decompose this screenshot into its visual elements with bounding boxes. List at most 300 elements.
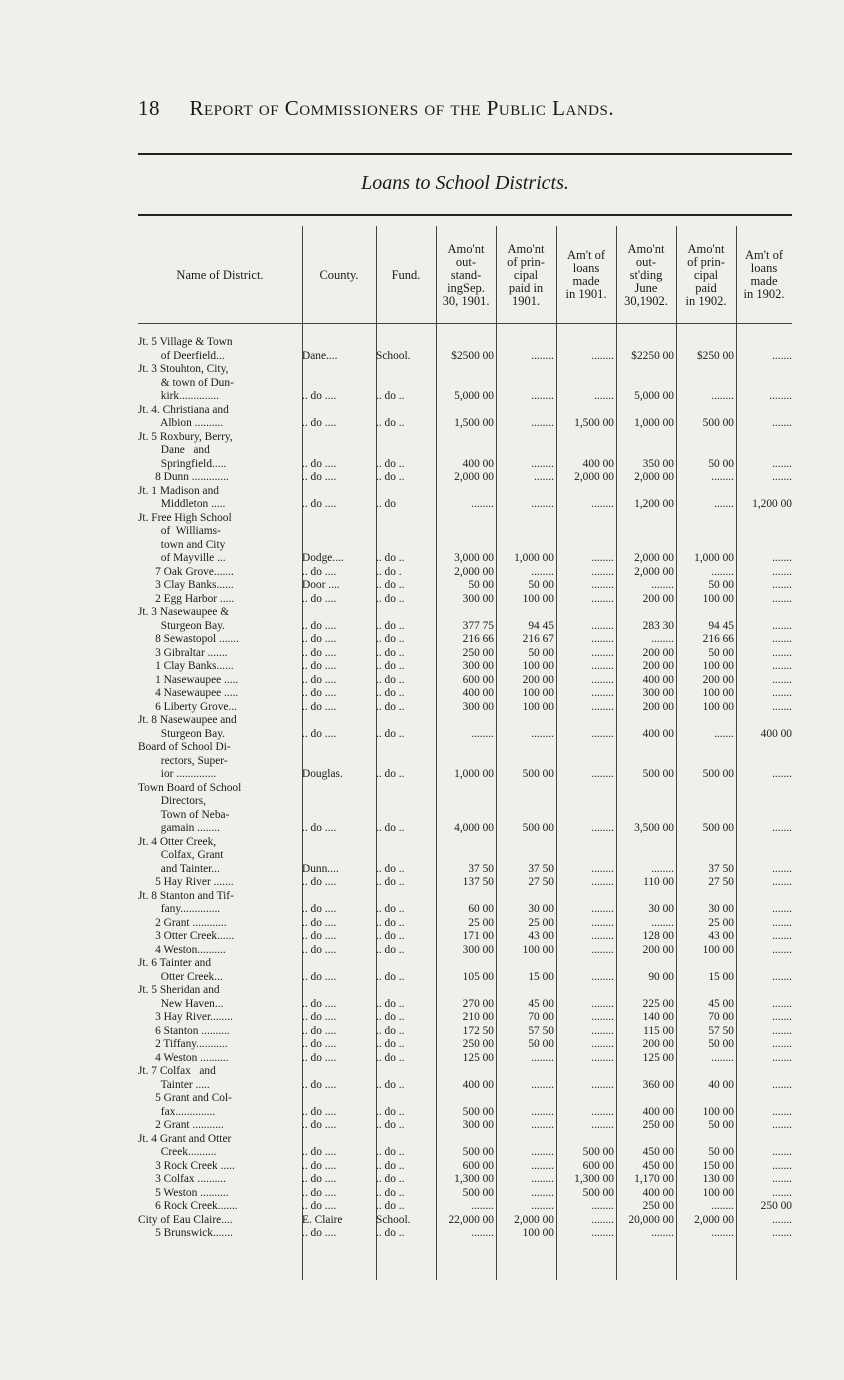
- amount-cell: 450 00: [642, 1159, 674, 1172]
- district-name: 6 Rock Creek.......: [138, 1200, 238, 1212]
- amount-cell: 216 66: [462, 633, 494, 645]
- loans-table: [138, 336, 792, 1241]
- amount-cell: ........: [591, 498, 614, 510]
- amount-cell: 130 00: [702, 1173, 734, 1185]
- amount-cell: ........: [711, 390, 734, 402]
- table-row: [138, 512, 792, 566]
- table-row: [138, 1011, 792, 1025]
- amount-cell: 3,000 00: [454, 552, 494, 564]
- table-row: [138, 674, 792, 688]
- amount-cell: ........: [591, 579, 614, 591]
- amount-cell: .......: [772, 1078, 792, 1091]
- amount-cell: ........: [651, 579, 674, 591]
- section-title: Loans to School Districts.: [361, 172, 569, 194]
- table-row: [138, 579, 792, 593]
- amount-cell: 500 00: [702, 822, 734, 834]
- county-cell: .. do ....: [302, 390, 337, 402]
- amount-cell: 250 00: [760, 1200, 792, 1212]
- fund-cell: .. do ..: [376, 822, 405, 834]
- fund-cell: .. do ..: [376, 552, 405, 564]
- amount-cell: ........: [711, 1051, 734, 1064]
- district-name: 6 Stanton ..........: [138, 1024, 230, 1037]
- amount-cell: 20,000 00: [628, 1213, 674, 1226]
- amount-cell: 57 50: [708, 1024, 734, 1037]
- amount-cell: 100 00: [522, 687, 554, 699]
- amount-cell: ........: [591, 1213, 614, 1226]
- table-row: [138, 1214, 792, 1228]
- table-row: [138, 1119, 792, 1133]
- amount-cell: ........: [711, 1227, 734, 1239]
- amount-cell: 43 00: [528, 930, 554, 942]
- amount-cell: 200 00: [522, 673, 554, 686]
- amount-cell: ........: [591, 822, 614, 834]
- amount-cell: ........: [531, 457, 554, 470]
- amount-cell: 250 00: [642, 1119, 674, 1131]
- amount-cell: 50 00: [708, 457, 734, 470]
- fund-cell: .. do ..: [376, 768, 405, 780]
- amount-cell: 5,000 00: [454, 390, 494, 402]
- district-name: Jt. 4. Christiana and Albion ..........: [138, 403, 229, 429]
- amount-cell: 360 00: [642, 1078, 674, 1091]
- district-name: 3 Colfax ..........: [138, 1173, 226, 1185]
- amount-cell: .......: [772, 1051, 792, 1064]
- county-cell: Douglas.: [302, 768, 343, 780]
- fund-cell: .. do ..: [376, 1051, 405, 1064]
- amount-cell: 30 00: [708, 903, 734, 915]
- amount-cell: .......: [772, 1159, 792, 1172]
- fund-cell: .. do ..: [376, 970, 405, 983]
- county-cell: .. do ....: [302, 1011, 337, 1023]
- table-row: [138, 1173, 792, 1187]
- amount-cell: 2,000 00: [634, 565, 674, 578]
- amount-cell: ........: [591, 862, 614, 875]
- county-cell: .. do ....: [302, 1024, 337, 1037]
- fund-cell: School.: [376, 1213, 411, 1226]
- amount-cell: 40 00: [708, 1078, 734, 1091]
- district-name: Jt. 5 Roxbury, Berry, Dane and Springfield.....: [138, 430, 233, 470]
- amount-cell: 300 00: [462, 1119, 494, 1131]
- amount-cell: .......: [772, 1105, 792, 1118]
- county-cell: .. do ....: [302, 1159, 337, 1172]
- amount-cell: 50 00: [708, 1038, 734, 1050]
- amount-cell: 1,500 00: [454, 417, 494, 429]
- amount-cell: 200 00: [642, 646, 674, 659]
- amount-cell: ........: [591, 660, 614, 672]
- county-cell: Dodge....: [302, 552, 344, 564]
- district-name: Jt. 4 Grant and Otter Creek..........: [138, 1132, 232, 1158]
- district-name: Jt. 5 Sheridan and New Haven...: [138, 984, 224, 1010]
- table-row: [138, 1038, 792, 1052]
- amount-cell: ........: [531, 565, 554, 578]
- amount-cell: 100 00: [702, 592, 734, 605]
- county-cell: .. do ....: [302, 565, 337, 578]
- county-cell: .. do ....: [302, 660, 337, 672]
- table-row: [138, 363, 792, 404]
- amount-cell: 1,300 00: [454, 1173, 494, 1185]
- county-cell: .. do ....: [302, 822, 337, 834]
- amount-cell: 15 00: [708, 970, 734, 983]
- amount-cell: ........: [711, 565, 734, 578]
- amount-cell: ........: [651, 916, 674, 929]
- county-cell: .. do ....: [302, 1146, 337, 1158]
- table-row: [138, 1065, 792, 1092]
- amount-cell: .......: [772, 565, 792, 578]
- county-cell: .. do ....: [302, 1119, 337, 1131]
- county-cell: .. do ....: [302, 417, 337, 429]
- amount-cell: 172 50: [462, 1024, 494, 1037]
- table-row: [138, 336, 792, 363]
- county-cell: .. do ....: [302, 1078, 337, 1091]
- amount-cell: 300 00: [642, 687, 674, 699]
- amount-cell: 22,000 00: [448, 1213, 494, 1226]
- fund-cell: .. do ..: [376, 1038, 405, 1050]
- amount-cell: ........: [591, 943, 614, 956]
- amount-cell: ........: [711, 471, 734, 483]
- amount-cell: 225 00: [642, 997, 674, 1010]
- county-cell: .. do ....: [302, 1173, 337, 1185]
- amount-cell: .......: [772, 822, 792, 834]
- district-name: Jt. 3 Nasewaupee & Sturgeon Bay.: [138, 606, 230, 632]
- county-cell: .. do ....: [302, 997, 337, 1010]
- column-header: County.: [319, 267, 359, 282]
- amount-cell: 128 00: [642, 930, 674, 942]
- table-row: [138, 1133, 792, 1160]
- amount-cell: .......: [714, 727, 734, 740]
- district-name: Jt. 5 Village & Town of Deerfield...: [138, 336, 233, 362]
- amount-cell: ........: [591, 1078, 614, 1091]
- amount-cell: ........: [591, 687, 614, 699]
- district-name: Jt. 4 Otter Creek, Colfax, Grant and Tainter...: [138, 835, 224, 875]
- amount-cell: ........: [769, 390, 792, 402]
- column-header: Amo'nt of prin- cipal paid in 1901.: [507, 241, 545, 308]
- amount-cell: .......: [772, 471, 792, 483]
- amount-cell: ........: [531, 1078, 554, 1091]
- amount-cell: 2,000 00: [454, 565, 494, 578]
- table-row: [138, 957, 792, 984]
- amount-cell: .......: [772, 862, 792, 875]
- amount-cell: .......: [772, 457, 792, 470]
- county-cell: .. do ....: [302, 700, 337, 713]
- amount-cell: ........: [591, 1024, 614, 1037]
- amount-cell: 1,300 00: [574, 1173, 614, 1185]
- fund-cell: .. do ..: [376, 646, 405, 659]
- amount-cell: .......: [772, 619, 792, 632]
- amount-cell: .......: [772, 349, 792, 362]
- amount-cell: ........: [531, 1200, 554, 1212]
- amount-cell: ........: [591, 1119, 614, 1131]
- amount-cell: 3,500 00: [634, 822, 674, 834]
- amount-cell: .......: [772, 1146, 792, 1158]
- amount-cell: 400 00: [642, 1105, 674, 1118]
- amount-cell: 250 00: [462, 1038, 494, 1050]
- amount-cell: 25 00: [528, 916, 554, 929]
- amount-cell: ........: [531, 1173, 554, 1185]
- amount-cell: 600 00: [582, 1159, 614, 1172]
- amount-cell: 70 00: [708, 1011, 734, 1023]
- amount-cell: 1,000 00: [514, 552, 554, 564]
- amount-cell: 216 66: [702, 633, 734, 645]
- amount-cell: .......: [772, 660, 792, 672]
- amount-cell: ........: [591, 930, 614, 942]
- amount-cell: ........: [531, 498, 554, 510]
- amount-cell: 500 00: [522, 822, 554, 834]
- amount-cell: 200 00: [642, 700, 674, 713]
- amount-cell: 400 00: [582, 457, 614, 470]
- amount-cell: .......: [772, 673, 792, 686]
- amount-cell: 2,000 00: [634, 552, 674, 564]
- amount-cell: ........: [591, 592, 614, 605]
- amount-cell: 1,200 00: [634, 498, 674, 510]
- amount-cell: 150 00: [702, 1159, 734, 1172]
- district-name: City of Eau Claire....: [138, 1213, 233, 1226]
- county-cell: .. do ....: [302, 916, 337, 929]
- amount-cell: .......: [772, 1024, 792, 1037]
- amount-cell: 125 00: [642, 1051, 674, 1064]
- table-row: [138, 1227, 792, 1241]
- amount-cell: 300 00: [462, 943, 494, 956]
- county-cell: .. do ....: [302, 498, 337, 510]
- fund-cell: .. do ..: [376, 1173, 405, 1185]
- table-row: [138, 984, 792, 1011]
- fund-cell: .. do ..: [376, 417, 405, 429]
- amount-cell: ........: [711, 1200, 734, 1212]
- table-row: [138, 741, 792, 782]
- amount-cell: ........: [591, 997, 614, 1010]
- table-row: [138, 687, 792, 701]
- amount-cell: .......: [772, 1119, 792, 1131]
- county-cell: .. do ....: [302, 1227, 337, 1239]
- amount-cell: .......: [772, 1038, 792, 1050]
- district-name: Board of School Di- rectors, Super- ior ..............: [138, 741, 231, 780]
- table-row: [138, 606, 792, 633]
- fund-cell: .. do ..: [376, 916, 405, 929]
- amount-cell: 500 00: [702, 768, 734, 780]
- district-name: 1 Nasewaupee .....: [138, 673, 239, 686]
- amount-cell: 37 50: [708, 862, 734, 875]
- amount-cell: 140 00: [642, 1011, 674, 1023]
- amount-cell: 43 00: [708, 930, 734, 942]
- district-name: 5 Grant and Col- fax..............: [155, 1092, 232, 1118]
- amount-cell: 400 00: [642, 1186, 674, 1199]
- amount-cell: ........: [531, 1105, 554, 1118]
- amount-cell: 600 00: [462, 1159, 494, 1172]
- amount-cell: 115 00: [643, 1024, 674, 1037]
- amount-cell: 210 00: [462, 1011, 494, 1023]
- district-name: 2 Grant ...........: [138, 1119, 224, 1131]
- amount-cell: 400 00: [462, 1078, 494, 1091]
- fund-cell: .. do ..: [376, 997, 405, 1010]
- amount-cell: 125 00: [462, 1051, 494, 1064]
- table-row: [138, 917, 792, 931]
- county-cell: .. do ....: [302, 1038, 337, 1050]
- table-row: [138, 566, 792, 580]
- amount-cell: ........: [471, 1227, 494, 1239]
- amount-cell: ........: [591, 646, 614, 659]
- amount-cell: .......: [772, 916, 792, 929]
- amount-cell: ........: [531, 1119, 554, 1131]
- amount-cell: .......: [772, 687, 792, 699]
- county-cell: .. do ....: [302, 592, 337, 605]
- county-cell: .. do ....: [302, 687, 337, 699]
- amount-cell: 100 00: [522, 700, 554, 713]
- fund-cell: .. do ..: [376, 1200, 405, 1212]
- amount-cell: ........: [591, 1227, 614, 1239]
- table-row: [138, 782, 792, 836]
- amount-cell: 60 00: [468, 903, 494, 915]
- table-row: [138, 1160, 792, 1174]
- county-cell: .. do ....: [302, 930, 337, 942]
- fund-cell: .. do ..: [376, 592, 405, 605]
- fund-cell: .. do ..: [376, 1159, 405, 1172]
- amount-cell: .......: [772, 552, 792, 564]
- table-row: [138, 714, 792, 741]
- county-cell: .. do ....: [302, 903, 337, 915]
- amount-cell: 500 00: [582, 1186, 614, 1199]
- amount-cell: 50 00: [528, 579, 554, 591]
- district-name: 3 Rock Creek .....: [138, 1159, 235, 1172]
- amount-cell: 27 50: [708, 876, 734, 888]
- fund-cell: .. do ..: [376, 930, 405, 942]
- amount-cell: 37 50: [528, 862, 554, 875]
- amount-cell: 105 00: [462, 970, 494, 983]
- table-row: [138, 647, 792, 661]
- column-header: Amo'nt out- stand- ingSep. 30, 1901.: [442, 241, 490, 308]
- amount-cell: .......: [772, 768, 792, 780]
- column-header: Am't of loans made in 1901.: [565, 248, 607, 301]
- district-name: Jt. 7 Colfax and Tainter .....: [138, 1065, 216, 1091]
- amount-cell: 25 00: [468, 916, 494, 929]
- amount-cell: 100 00: [702, 1105, 734, 1118]
- amount-cell: ........: [591, 768, 614, 780]
- amount-cell: 200 00: [642, 1038, 674, 1050]
- amount-cell: 100 00: [702, 660, 734, 672]
- column-header: Am't of loans made in 1902.: [743, 248, 785, 301]
- amount-cell: 1,000 00: [454, 768, 494, 780]
- amount-cell: ........: [471, 498, 494, 510]
- amount-cell: 100 00: [702, 943, 734, 956]
- table-row: [138, 1200, 792, 1214]
- amount-cell: 27 50: [528, 876, 554, 888]
- page-number: 18: [138, 96, 160, 120]
- amount-cell: ........: [591, 903, 614, 915]
- table-row: [138, 404, 792, 431]
- table-row: [138, 944, 792, 958]
- amount-cell: 1,000 00: [634, 417, 674, 429]
- district-name: 2 Egg Harbor .....: [138, 592, 235, 605]
- amount-cell: 50 00: [708, 1146, 734, 1158]
- amount-cell: 50 00: [528, 646, 554, 659]
- amount-cell: 500 00: [642, 768, 674, 780]
- table-row: [138, 660, 792, 674]
- fund-cell: .. do ..: [376, 660, 405, 672]
- district-name: Jt. 8 Nasewaupee and Sturgeon Bay.: [138, 714, 237, 740]
- amount-cell: 250 00: [462, 646, 494, 659]
- county-cell: .. do ....: [302, 673, 337, 686]
- amount-cell: 100 00: [522, 1227, 554, 1239]
- amount-cell: .......: [772, 970, 792, 983]
- amount-cell: 350 00: [642, 457, 674, 470]
- amount-cell: .......: [772, 876, 792, 888]
- fund-cell: .. do ..: [376, 700, 405, 713]
- amount-cell: 171 00: [462, 930, 494, 942]
- amount-cell: 4,000 00: [454, 822, 494, 834]
- district-name: 4 Nasewaupee .....: [138, 687, 239, 699]
- amount-cell: ........: [591, 727, 614, 740]
- amount-cell: 2,000 00: [694, 1213, 734, 1226]
- amount-cell: 450 00: [642, 1146, 674, 1158]
- table-row: [138, 701, 792, 715]
- column-header: Amo'nt of prin- cipal paid in 1902.: [685, 241, 727, 308]
- amount-cell: ........: [591, 552, 614, 564]
- amount-cell: 2,000 00: [634, 471, 674, 483]
- amount-cell: 1,500 00: [574, 417, 614, 429]
- table-row: [138, 1092, 792, 1119]
- county-cell: Dunn....: [302, 862, 339, 875]
- top-rule: [138, 153, 792, 155]
- table-row: [138, 1025, 792, 1039]
- amount-cell: 50 00: [708, 646, 734, 659]
- amount-cell: ........: [471, 1200, 494, 1212]
- amount-cell: ........: [591, 1200, 614, 1212]
- amount-cell: 5,000 00: [634, 390, 674, 402]
- running-header: [138, 96, 798, 121]
- district-name: 4 Weston..........: [138, 943, 226, 956]
- amount-cell: 270 00: [462, 997, 494, 1010]
- amount-cell: 500 00: [462, 1186, 494, 1199]
- amount-cell: 50 00: [708, 579, 734, 591]
- fund-cell: .. do ..: [376, 1227, 405, 1239]
- fund-cell: .. do ..: [376, 876, 405, 888]
- amount-cell: $250 00: [696, 349, 734, 362]
- table-row: [138, 633, 792, 647]
- county-cell: .. do ....: [302, 1105, 337, 1118]
- amount-cell: ........: [531, 390, 554, 402]
- amount-cell: 200 00: [642, 943, 674, 956]
- fund-cell: .. do .: [376, 565, 402, 578]
- amount-cell: 500 00: [462, 1146, 494, 1158]
- amount-cell: 1,200 00: [752, 498, 792, 510]
- amount-cell: ........: [531, 1159, 554, 1172]
- amount-cell: 45 00: [708, 997, 734, 1010]
- amount-cell: 100 00: [702, 1186, 734, 1199]
- amount-cell: .......: [772, 592, 792, 605]
- amount-cell: .......: [772, 997, 792, 1010]
- amount-cell: .......: [772, 930, 792, 942]
- amount-cell: .......: [714, 498, 734, 510]
- county-cell: .. do ....: [302, 457, 337, 470]
- fund-cell: .. do ..: [376, 457, 405, 470]
- amount-cell: .......: [772, 700, 792, 713]
- county-cell: Dane....: [302, 349, 338, 362]
- amount-cell: 500 00: [702, 417, 734, 429]
- amount-cell: ........: [591, 673, 614, 686]
- fund-cell: .. do ..: [376, 1186, 405, 1199]
- county-cell: .. do ....: [302, 727, 337, 740]
- amount-cell: ........: [591, 349, 614, 362]
- amount-cell: ........: [591, 1105, 614, 1118]
- amount-cell: ........: [531, 727, 554, 740]
- amount-cell: ........: [591, 700, 614, 713]
- amount-cell: 57 50: [528, 1024, 554, 1037]
- fund-cell: .. do ..: [376, 619, 405, 632]
- district-name: Jt. 3 Stouhton, City, & town of Dun- kirk..............: [138, 363, 234, 402]
- fund-cell: .. do ..: [376, 471, 405, 483]
- amount-cell: 300 00: [462, 660, 494, 672]
- table-row: [138, 471, 792, 485]
- district-name: 3 Otter Creek......: [138, 930, 235, 942]
- amount-cell: 15 00: [528, 970, 554, 983]
- amount-cell: 500 00: [462, 1105, 494, 1118]
